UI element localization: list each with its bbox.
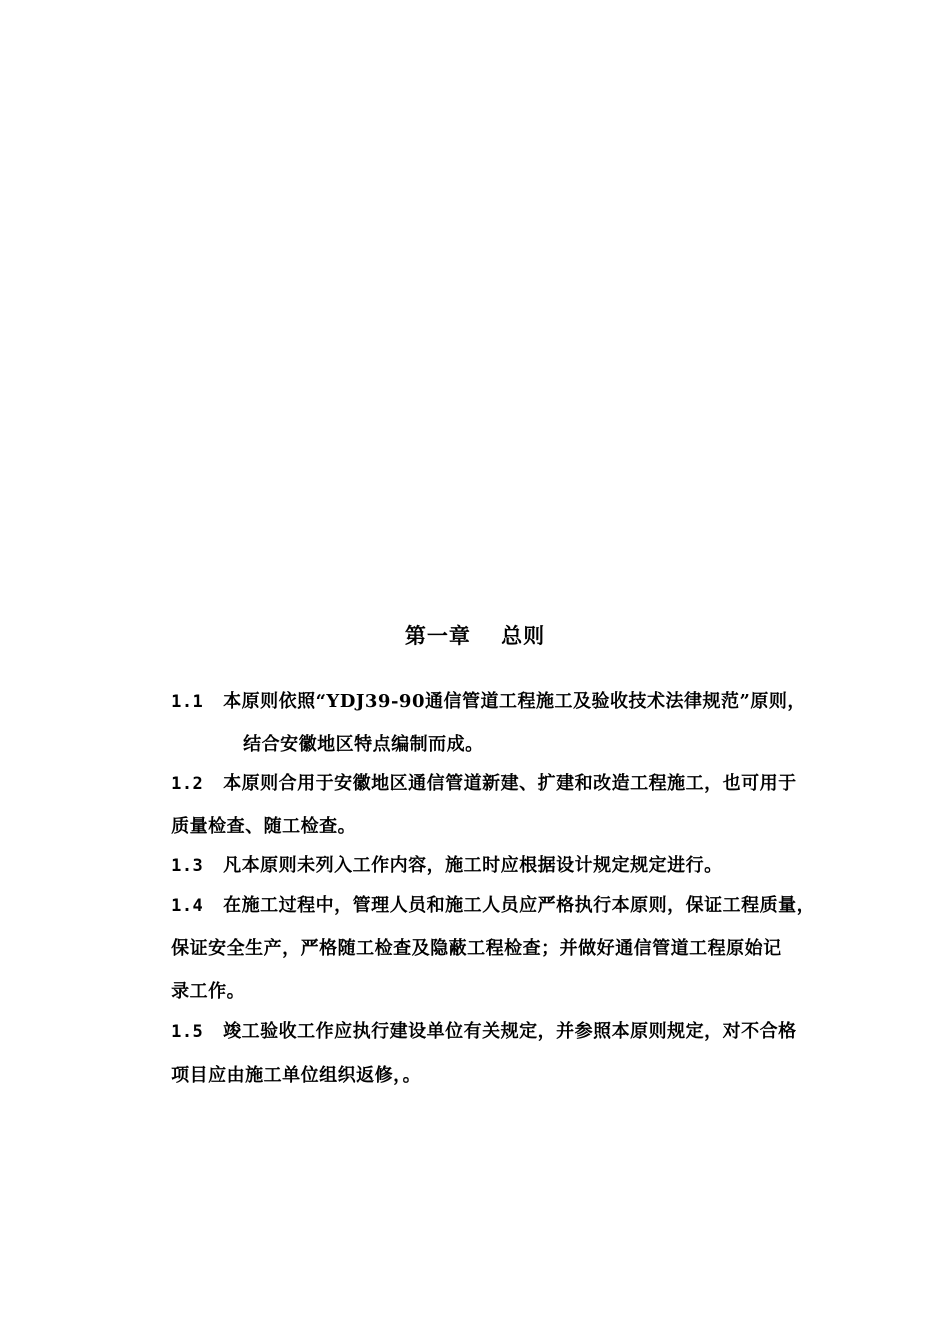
section-text: 凡本原则未列入工作内容，施工时应根据设计规定规定进行。: [223, 855, 723, 876]
section-text: 竣工验收工作应执行建设单位有关规定，并参照本原则规定，对不合格: [223, 1021, 797, 1042]
section-text: 质量检查、随工检查。: [171, 816, 357, 837]
section-text: 结合安徽地区特点编制而成。: [243, 734, 484, 755]
section-text: 项目应由施工单位组织返修，。: [171, 1065, 422, 1086]
section-text: 本原则合用于安徽地区通信管道新建、扩建和改造工程施工，也可用于: [223, 773, 797, 794]
section-text: 本原则依照“YDJ39-90通信管道工程施工及验收技术法律规范”原则，: [223, 691, 806, 712]
chapter-title: 第一章 总则: [404, 623, 546, 648]
section-number: 1.5: [171, 1022, 204, 1042]
section-number: 1.1: [171, 692, 204, 712]
section-number: 1.4: [171, 896, 204, 916]
section-text: 录工作。: [171, 981, 246, 1002]
section-number: 1.2: [171, 774, 204, 794]
section-text: 保证安全生产，严格随工检查及隐蔽工程检查；并做好通信管道工程原始记: [171, 938, 782, 959]
section-number: 1.3: [171, 856, 204, 876]
section-1-5-line-2: [144, 1040, 421, 1108]
section-text: 在施工过程中，管理人员和施工人员应严格执行本原则，保证工程质量，: [223, 895, 816, 916]
